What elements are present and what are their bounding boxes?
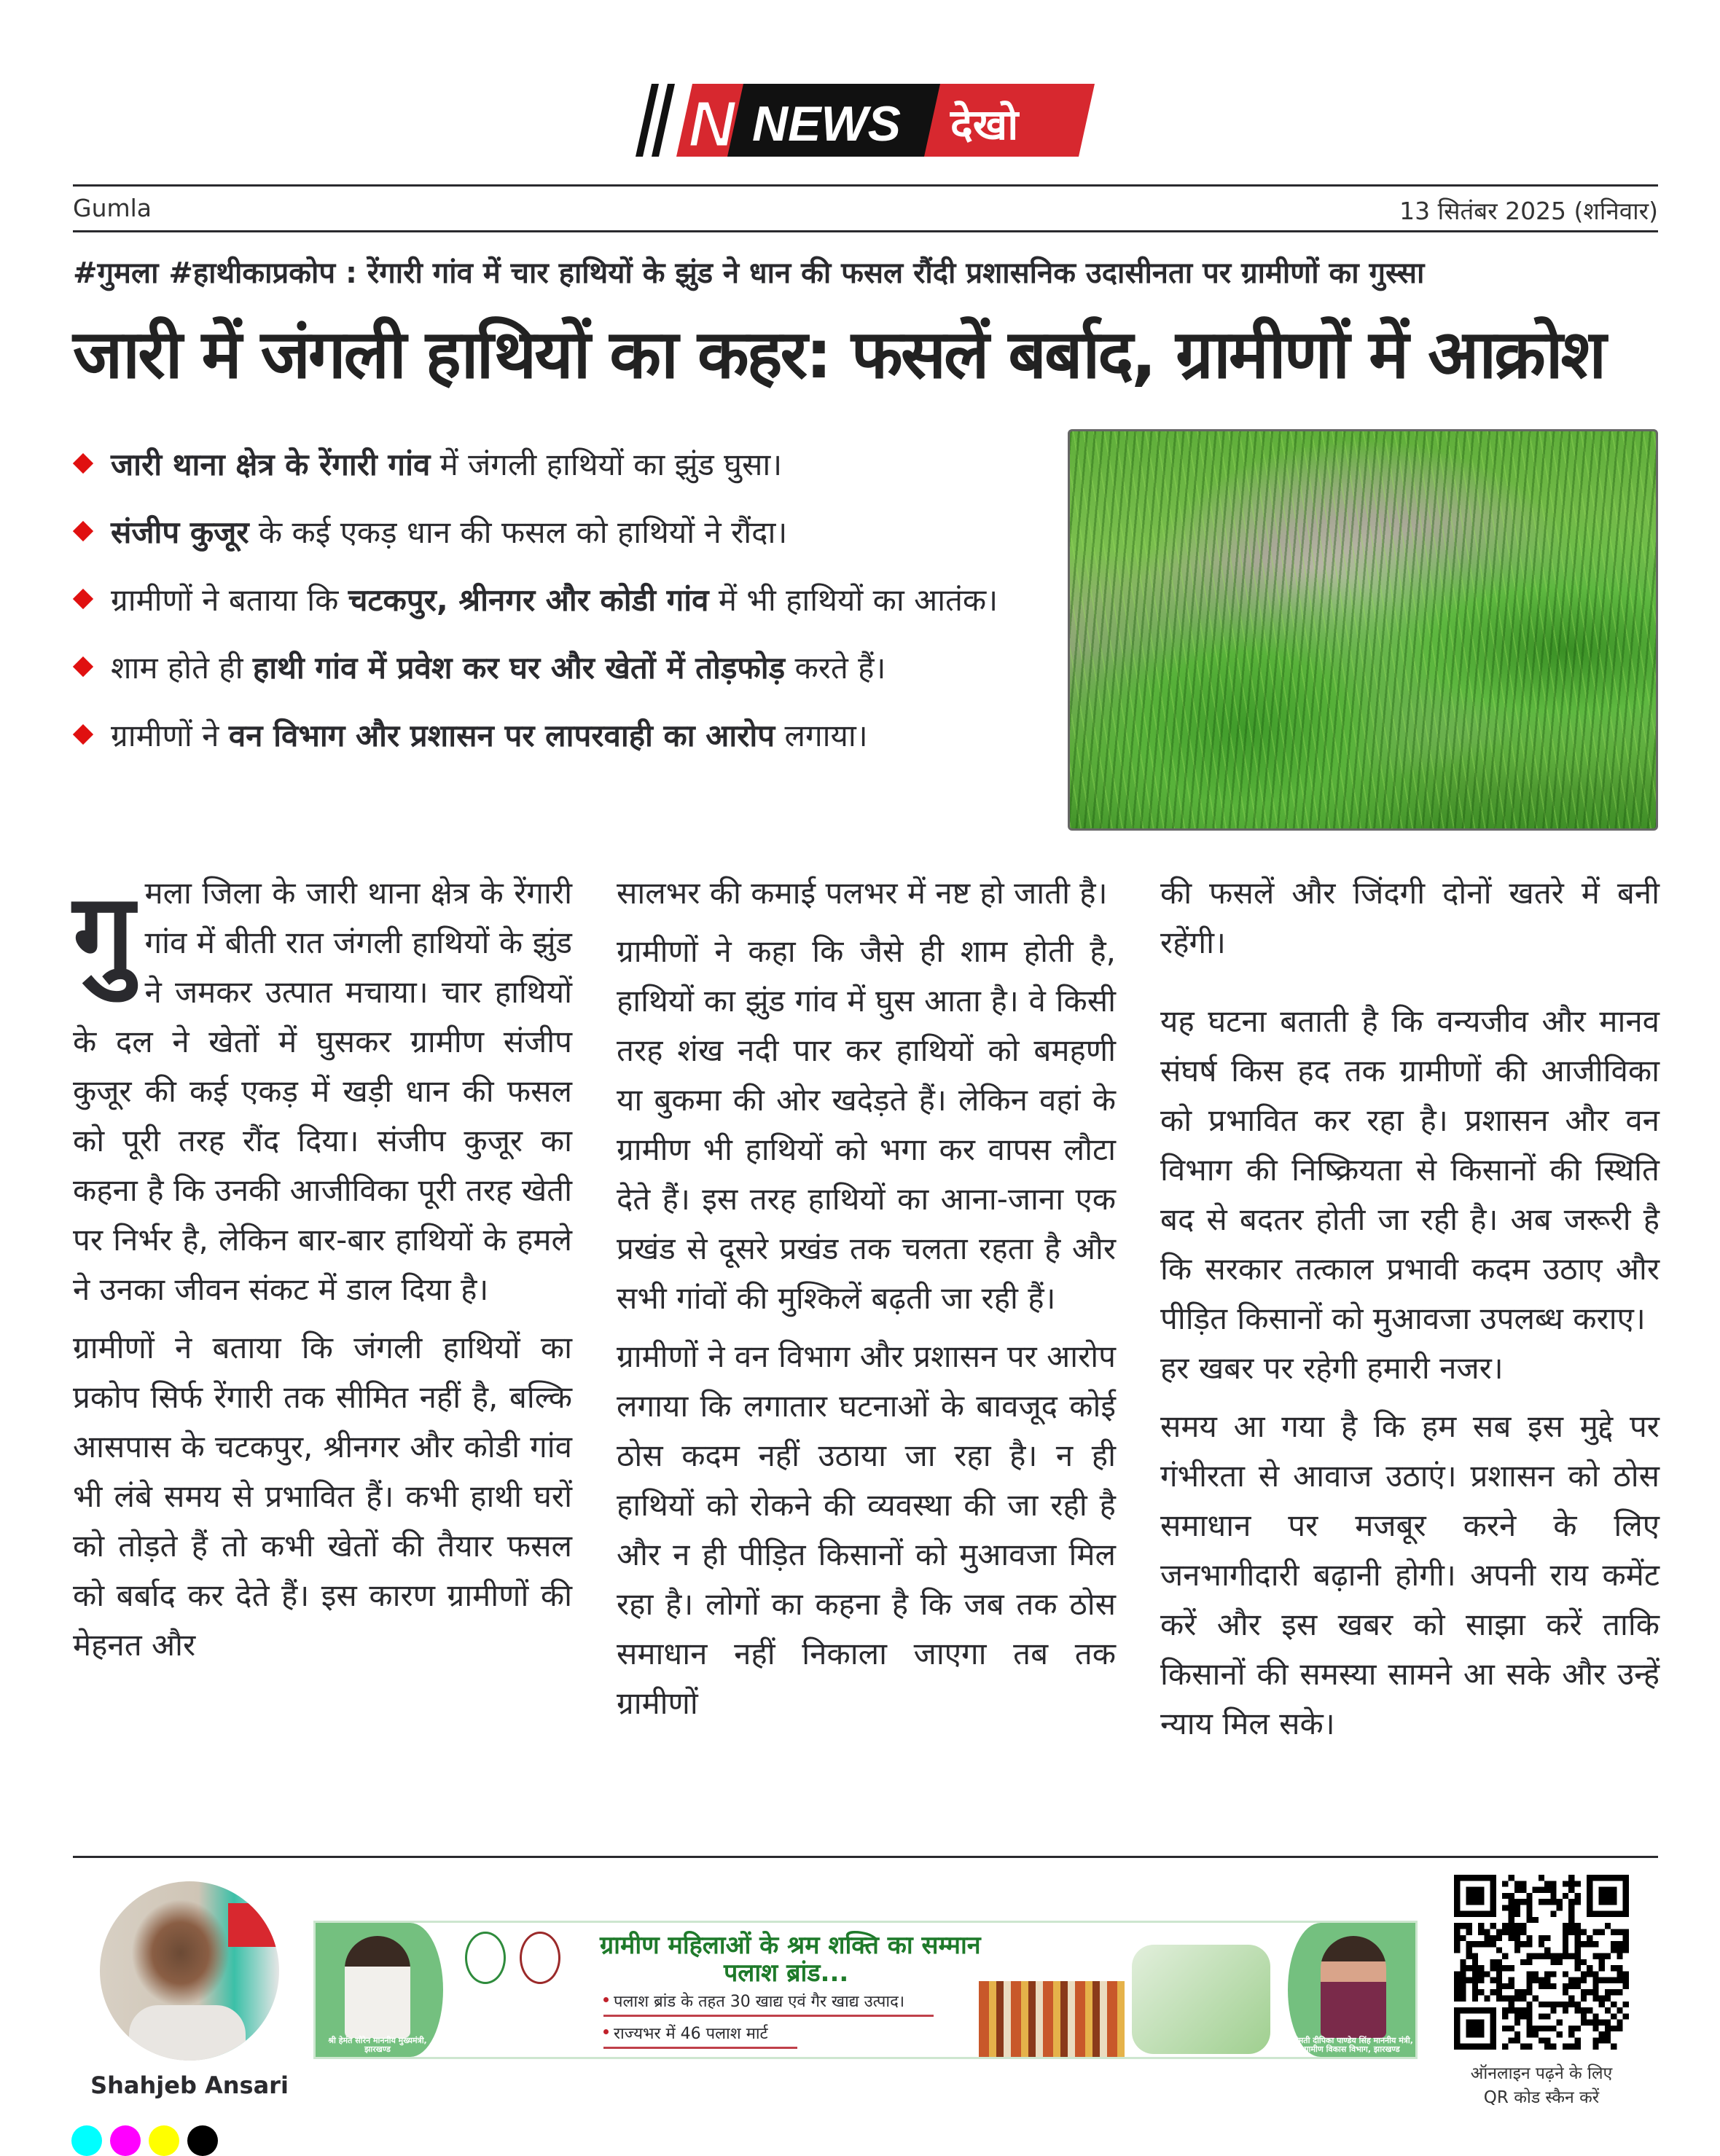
highlight-item bbox=[73, 708, 1035, 764]
text: शाम होते ही bbox=[111, 650, 253, 686]
highlights-list bbox=[73, 437, 1035, 776]
paragraph: हर खबर पर रहेगी हमारी नजर। bbox=[1160, 1350, 1504, 1386]
diamond-bullet-icon bbox=[73, 589, 93, 609]
products-image bbox=[979, 1981, 1125, 2059]
date: 13 सितंबर 2025 (शनिवार) bbox=[1399, 197, 1658, 225]
text: करते हैं। bbox=[785, 650, 886, 686]
bold-text: जारी थाना क्षेत्र के रेंगारी गांव bbox=[111, 447, 431, 482]
right-caption: श्रीमती दीपिका पाण्डेय सिंह माननीय मंत्री, ग्रामीण विकास विभाग, झारखण्ड bbox=[1291, 2036, 1413, 2054]
headline: जारी में जंगली हाथियों का कहर: फसलें बर्बाद, ग्रामीणों में आक्रोश bbox=[73, 315, 1605, 393]
banner-left-panel bbox=[316, 1923, 443, 2057]
banner-subtitle: पलाश ब्रांड... bbox=[724, 1959, 849, 1988]
cyan-print-mark bbox=[71, 2125, 102, 2156]
paragraph: सालभर की कमाई पलभर में नष्ट हो जाती है। bbox=[617, 875, 1108, 911]
kicker: #गुमला #हाथीकाप्रकोप : रेंगारी गांव में चार हाथियों के झुंड ने धान की फसल रौंदी प्रशासनिक उदासीनता पर ग्रामीणों का गुस्सा bbox=[73, 256, 1425, 290]
news-dekho-logo[interactable] bbox=[636, 84, 1095, 157]
paragraph: ग्रामीणों ने कहा कि जैसे ही शाम होती है, हाथियों का झुंड गांव में घुस आता है। वे किसी तरह शंख नदी पार कर हाथियों को बमहणी या बुकमा की ओर खदेड़ते हैं। लेकिन वहां के ग्रामीण भी हाथियों को भगा कर वापस लौटा देते हैं। इस तरह हाथियों का आना-जाना एक प्रखंड से दूसरे प्रखंड तक चलता रहता है और सभी गांवों की मुश्किलें बढ़ती जा रही हैं। bbox=[617, 933, 1116, 1316]
paragraph: ग्रामीणों ने वन विभाग और प्रशासन पर आरोप लगाया कि लगातार घटनाओं के बावजूद कोई ठोस कदम नहीं उठाया जा रहा है। न ही हाथियों को रोकने की व्यवस्था की जा रही है और न ही पीड़ित किसानों को मुआवजा मिल रहा है। लोगों का कहना है कि जब तक ठोस समाधान नहीं निकाला जाएगा तब तक ग्रामीणों bbox=[617, 1338, 1116, 1721]
paddy-field-photo bbox=[1068, 429, 1658, 831]
text: ग्रामीणों ने बताया कि bbox=[111, 582, 348, 618]
logo-hindi: देखो bbox=[950, 100, 1019, 149]
women-photos bbox=[1132, 1945, 1270, 2054]
diamond-bullet-icon bbox=[73, 453, 93, 474]
paragraph: समय आ गया है कि हम सब इस मुद्दे पर गंभीरता से आवाज उठाएं। प्रशासन को ठोस समाधान पर मजबूर करने के लिए जनभागीदारी बढ़ानी होगी। अपनी राय कमेंट करें और इस खबर को साझा करें ताकि किसानों की समस्या सामने आ सके और उन्हें न्याय मिल सके। bbox=[1160, 1408, 1660, 1741]
highlight-item bbox=[73, 505, 1035, 560]
text: में जंगली हाथियों का झुंड घुसा। bbox=[430, 447, 783, 482]
drop-cap: गु bbox=[73, 871, 135, 997]
footer-divider bbox=[73, 1856, 1658, 1858]
qr-caption bbox=[1421, 2062, 1662, 2110]
jharkhand-seal-icon bbox=[465, 1932, 506, 1984]
magenta-print-mark bbox=[110, 2125, 141, 2156]
text: लगाया। bbox=[775, 718, 868, 753]
diamond-bullet-icon bbox=[73, 656, 93, 677]
bold-text: संजीप कुजूर bbox=[111, 514, 249, 550]
paragraph: ग्रामीणों ने बताया कि जंगली हाथियों का प्रकोप सिर्फ रेंगारी तक सीमित नहीं है, बल्कि आसपास के चटकपुर, श्रीनगर और कोडी गांव भी लंबे समय से प्रभावित हैं। कभी हाथी घरों को तोड़ते हैं तो कभी खेतों की तैयार फसल को बर्बाद कर देते हैं। इस कारण ग्रामीणों की मेहनत और bbox=[73, 1330, 572, 1663]
location: Gumla bbox=[73, 194, 152, 222]
highlight-item bbox=[73, 573, 1035, 628]
reporter-avatar bbox=[100, 1881, 279, 2061]
diamond-bullet-icon bbox=[73, 724, 93, 745]
bold-text: हाथी गांव में प्रवेश कर घर और खेतों में तोड़फोड़ bbox=[252, 650, 786, 686]
qr-caption-line: ऑनलाइन पढ़ने के लिए bbox=[1470, 2064, 1613, 2083]
banner-point: पलाश ब्रांड के तहत 30 खाद्य एवं गैर खाद्य उत्पाद। bbox=[603, 1990, 934, 2017]
text: ग्रामीणों ने bbox=[111, 718, 229, 753]
black-print-mark bbox=[187, 2125, 218, 2156]
palash-logo-icon bbox=[520, 1932, 560, 1984]
banner-point: राज्यभर में 46 पलाश मार्ट bbox=[603, 2022, 797, 2049]
logo-letter: N bbox=[688, 88, 735, 157]
banner-title: ग्रामीण महिलाओं के श्रम शक्ति का सम्मान bbox=[600, 1931, 981, 1960]
diamond-bullet-icon bbox=[73, 521, 93, 541]
highlight-item bbox=[73, 437, 1035, 493]
paragraph: की फसलें और जिंदगी दोनों खतरे में बनी रहेंगी। bbox=[1160, 875, 1660, 960]
qr-code[interactable] bbox=[1454, 1875, 1629, 2050]
qr-caption-line: QR कोड स्कैन करें bbox=[1483, 2088, 1600, 2107]
text: में भी हाथियों का आतंक। bbox=[708, 582, 998, 618]
palash-brand-advertisement[interactable] bbox=[313, 1921, 1418, 2059]
bold-text: वन विभाग और प्रशासन पर लापरवाही का आरोप bbox=[228, 718, 775, 753]
bold-text: चटकपुर, श्रीनगर और कोडी गांव bbox=[348, 582, 709, 618]
left-caption: श्री हेमंत सोरेन माननीय मुख्यमंत्री, झारखण्ड bbox=[328, 2036, 427, 2054]
paragraph: यह घटना बताती है कि वन्यजीव और मानव संघर्ष किस हद तक ग्रामीणों की आजीविका को प्रभावित कर रहा है। प्रशासन और वन विभाग की निष्क्रियता से किसानों की स्थिति बद से बदतर होती जा रही है। अब जरूरी है कि सरकार तत्काल प्रभावी कदम उठाए और पीड़ित किसानों को मुआवजा उपलब्ध कराए। bbox=[1160, 1003, 1660, 1336]
divider bbox=[73, 184, 1658, 187]
minister-photo bbox=[1321, 1936, 1386, 2038]
text: के कई एकड़ धान की फसल को हाथियों ने रौंदा। bbox=[249, 514, 788, 550]
divider bbox=[73, 230, 1658, 232]
reporter-name: Shahjeb Ansari bbox=[90, 2071, 289, 2099]
article-column-1 bbox=[73, 869, 572, 1679]
yellow-print-mark bbox=[149, 2125, 179, 2156]
highlight-item bbox=[73, 640, 1035, 696]
article-column-2 bbox=[617, 869, 1116, 1737]
article-column-3 bbox=[1160, 869, 1660, 1757]
logo-word: NEWS bbox=[752, 96, 901, 152]
paragraph-text: मला जिला के जारी थाना क्षेत्र के रेंगारी गांव में बीती रात जंगली हाथियों के झुंड ने जमकर उत्पात मचाया। चार हाथियों के दल ने खेतों में घुसकर ग्रामीण संजीप कुजूर की कई एकड़ में खड़ी धान की फसल को पूरी तरह रौंद दिया। संजीप कुजूर का कहना है कि उनकी आजीविका पूरी तरह खेती पर निर्भर है, लेकिन बार-बार हाथियों के हमले ने उनका जीवन संकट में डाल दिया है। bbox=[73, 875, 572, 1307]
paragraph bbox=[73, 869, 572, 1314]
chief-minister-photo bbox=[345, 1936, 410, 2038]
banner-right-panel bbox=[1288, 1923, 1415, 2057]
